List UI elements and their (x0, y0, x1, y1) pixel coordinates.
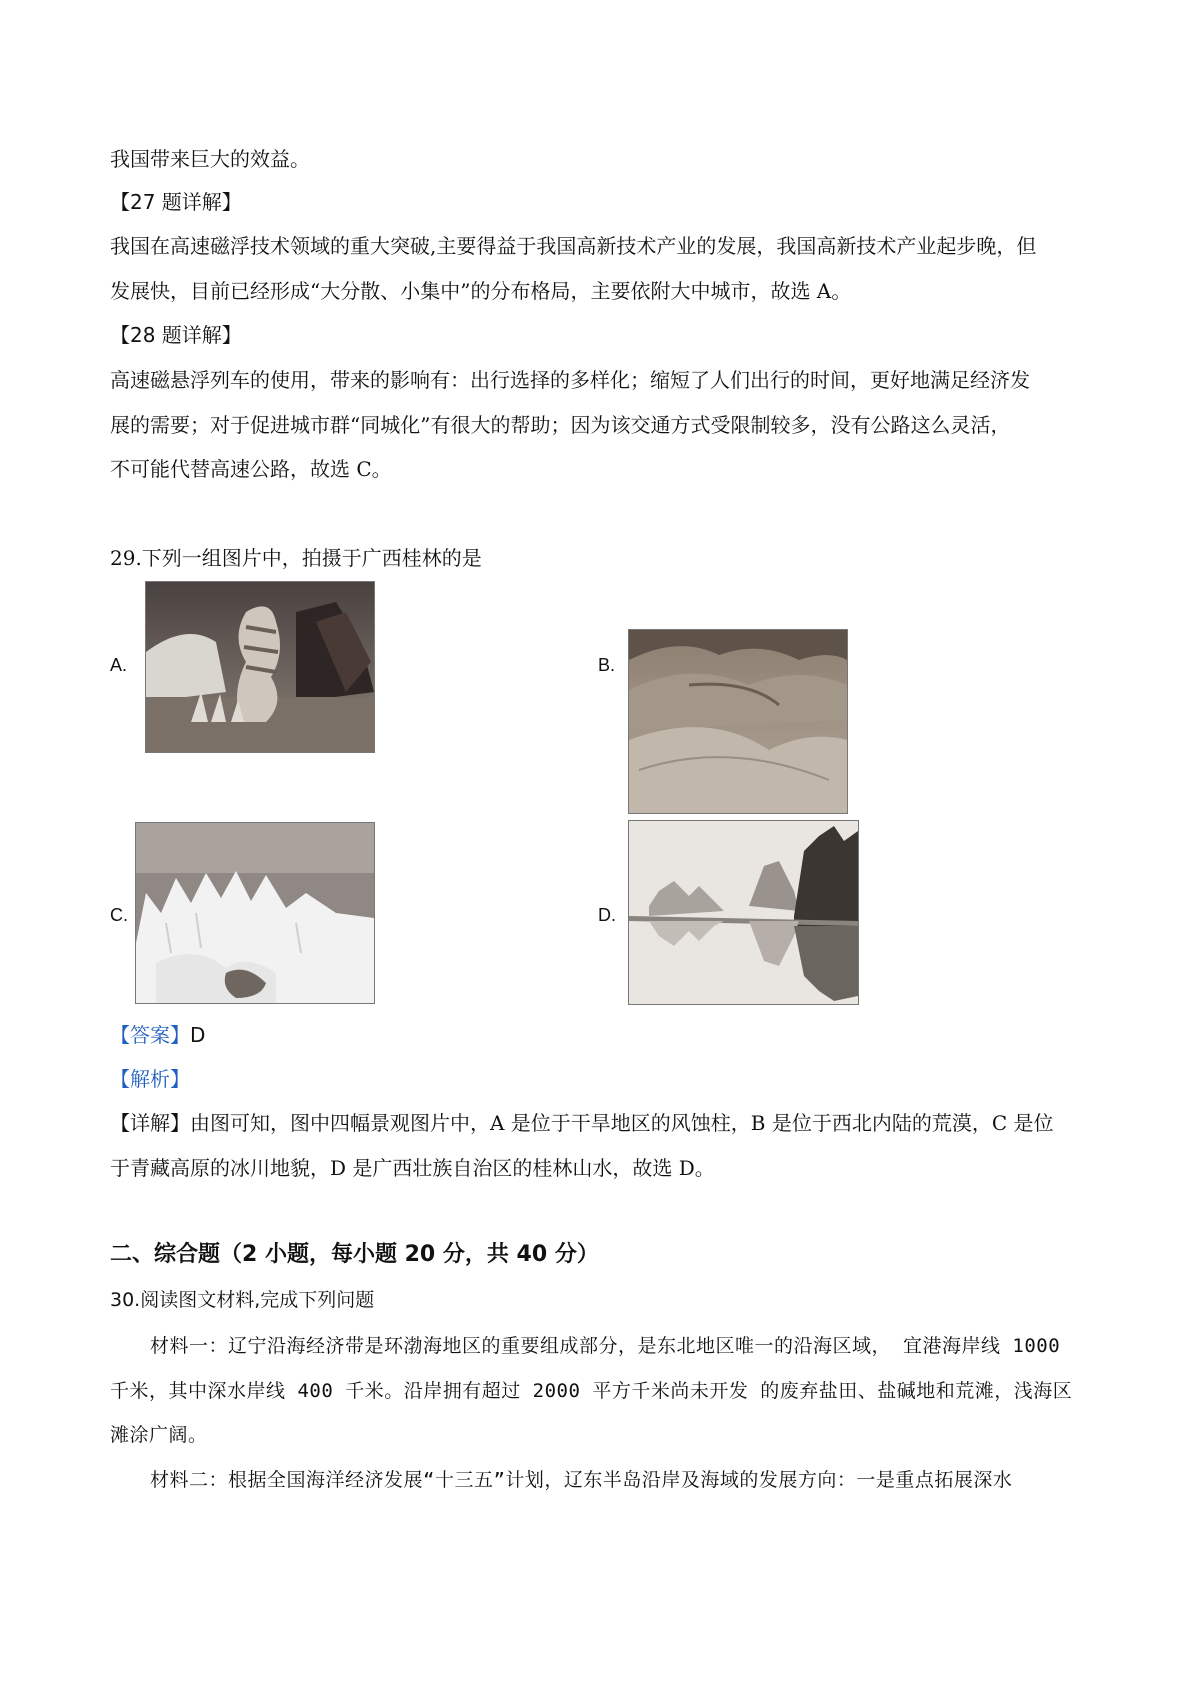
q29-detail-line-1: 【详解】由图可知，图中四幅景观图片中，A 是位于干旱地区的风蚀柱，B 是位于西北内陆的荒漠，C 是位 (110, 1111, 1054, 1135)
q28-line-2: 展的需要；对于促进城市群“同城化”有很大的帮助；因为该交通方式受限制较多，没有公路这么灵活， (110, 413, 1011, 437)
analysis-tag: 【解析】 (110, 1067, 190, 1091)
material1-line-3: 滩涂广阔。 (110, 1424, 208, 1446)
option-c-label: C. (110, 905, 128, 925)
glacier-photo (135, 822, 375, 1004)
option-b-label: B. (598, 655, 616, 675)
answer-tag: 【答案】 (110, 1023, 190, 1047)
q29-detail-line-2: 于青藏高原的冰川地貌，D 是广西壮族自治区的桂林山水，故选 D。 (110, 1156, 715, 1180)
q28-heading: 【28 题详解】 (110, 323, 242, 347)
q28-line-1: 高速磁悬浮列车的使用，带来的影响有：出行选择的多样化；缩短了人们出行的时间，更好地满足经济发 (110, 368, 1030, 392)
material1-line-1: 材料一：辽宁沿海经济带是环渤海地区的重要组成部分，是东北地区唯一的沿海区域， 宜港海岸线 1000 (150, 1335, 1061, 1357)
option-a-label: A. (110, 655, 128, 675)
section-2-title: 二、综合题（2 小题，每小题 20 分，共 40 分） (110, 1242, 599, 1267)
q27-heading: 【27 题详解】 (110, 190, 242, 214)
q27-line-2: 发展快，目前已经形成“大分散、小集中”的分布格局，主要依附大中城市，故选 A。 (110, 279, 852, 303)
stone-pillar-photo (145, 581, 375, 753)
desert-dunes-photo (628, 629, 848, 814)
q28-line-3: 不可能代替高速公路，故选 C。 (110, 457, 392, 481)
q29-question: 29.下列一组图片中，拍摄于广西桂林的是 (110, 546, 482, 570)
karst-river-photo (628, 820, 859, 1005)
answer-line (110, 1019, 205, 1048)
option-d-label: D. (598, 905, 616, 925)
q27-line-1: 我国在高速磁浮技术领域的重大突破,主要得益于我国高新技术产业的发展，我国高新技术产业起步晚，但 (110, 234, 1037, 258)
q26-tail-text: 我国带来巨大的效益。 (110, 147, 310, 171)
answer-value: D (190, 1023, 206, 1047)
q30-question: 30.阅读图文材料,完成下列问题 (110, 1289, 375, 1311)
material2-line-1: 材料二：根据全国海洋经济发展“十三五”计划，辽东半岛沿岸及海域的发展方向：一是重点拓展深水 (150, 1469, 1013, 1491)
material1-line-2: 千米，其中深水岸线 400 千米。沿岸拥有超过 2000 平方千米尚未开发 的废弃盐田、盐碱地和荒滩，浅海区 (110, 1380, 1073, 1402)
